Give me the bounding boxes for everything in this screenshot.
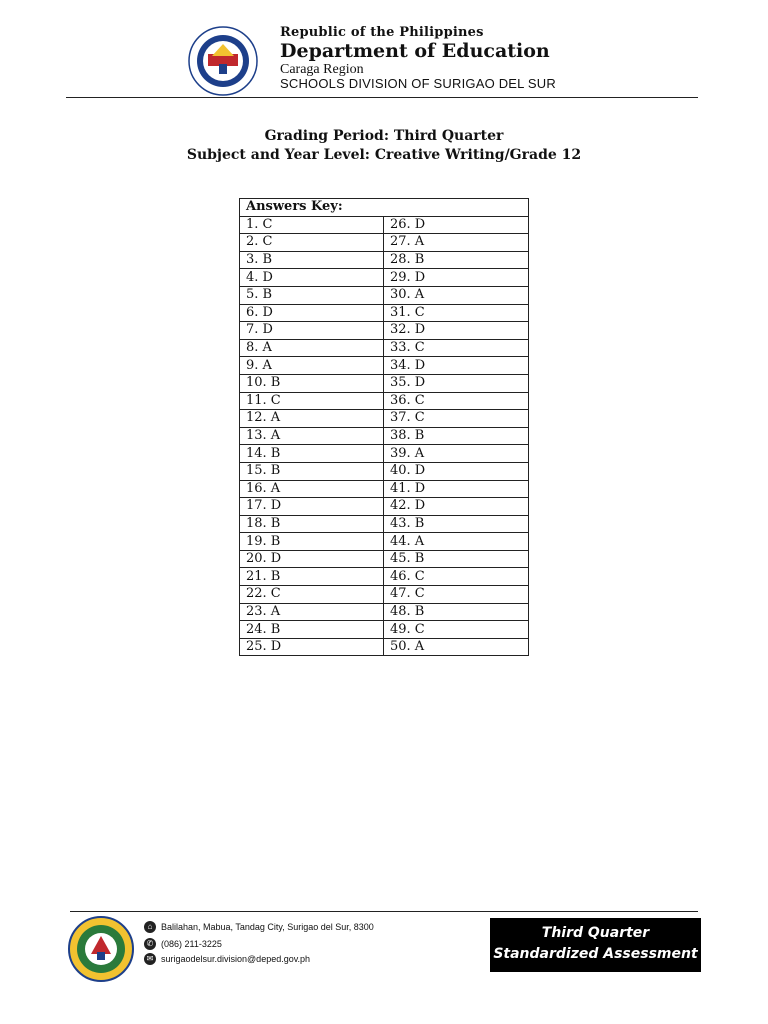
address-text: Balilahan, Mabua, Tandag City, Surigao del Sur, 8300 — [161, 922, 374, 932]
footer-address — [144, 921, 374, 933]
answer-key-header: Answers Key: — [240, 199, 529, 217]
answer-cell: 21. B — [240, 568, 384, 586]
answer-cell: 16. A — [240, 480, 384, 498]
answer-row — [240, 427, 529, 445]
answer-cell: 49. C — [384, 621, 529, 639]
home-icon: ⌂ — [144, 921, 156, 933]
answer-cell: 17. D — [240, 498, 384, 516]
answer-cell: 36. C — [384, 392, 529, 410]
grading-period-title: Grading Period: Third Quarter — [264, 128, 504, 144]
answer-row — [240, 621, 529, 639]
answer-cell: 38. B — [384, 427, 529, 445]
answer-cell: 50. A — [384, 638, 529, 656]
answer-row — [240, 392, 529, 410]
answer-cell: 43. B — [384, 515, 529, 533]
answer-row — [240, 269, 529, 287]
answer-row — [240, 480, 529, 498]
answer-cell: 9. A — [240, 357, 384, 375]
footer-divider — [70, 911, 698, 912]
department-heading: Department of Education — [280, 40, 550, 62]
answer-cell: 8. A — [240, 339, 384, 357]
answer-cell: 15. B — [240, 462, 384, 480]
answer-cell: 25. D — [240, 638, 384, 656]
answer-cell: 20. D — [240, 550, 384, 568]
phone-text: (086) 211-3225 — [161, 939, 222, 949]
answer-row — [240, 568, 529, 586]
answer-cell: 46. C — [384, 568, 529, 586]
region-heading: Caraga Region — [280, 62, 364, 77]
answer-key-header-row — [240, 199, 529, 217]
badge-line-2: Standardized Assessment — [493, 946, 698, 962]
answer-row — [240, 234, 529, 252]
answer-cell: 7. D — [240, 322, 384, 340]
answer-cell: 10. B — [240, 374, 384, 392]
answer-row — [240, 550, 529, 568]
email-text: surigaodelsur.division@deped.gov.ph — [161, 954, 311, 964]
answer-row — [240, 638, 529, 656]
answer-cell: 37. C — [384, 410, 529, 428]
answer-cell: 23. A — [240, 603, 384, 621]
answer-cell: 41. D — [384, 480, 529, 498]
answer-row — [240, 586, 529, 604]
answer-row — [240, 410, 529, 428]
deped-seal-logo — [188, 26, 258, 96]
answer-row — [240, 533, 529, 551]
assessment-badge — [490, 918, 701, 972]
answer-cell: 19. B — [240, 533, 384, 551]
answer-key-table — [239, 198, 529, 656]
email-icon: ✉ — [144, 953, 156, 965]
answer-cell: 22. C — [240, 586, 384, 604]
answer-cell: 5. B — [240, 286, 384, 304]
answer-cell: 29. D — [384, 269, 529, 287]
answer-cell: 12. A — [240, 410, 384, 428]
answer-row — [240, 374, 529, 392]
answer-cell: 1. C — [240, 216, 384, 234]
answer-row — [240, 339, 529, 357]
answer-row — [240, 498, 529, 516]
republic-heading: Republic of the Philippines — [280, 25, 484, 40]
subject-title: Subject and Year Level: Creative Writing/Grade 12 — [186, 147, 582, 163]
answer-row — [240, 304, 529, 322]
answer-cell: 4. D — [240, 269, 384, 287]
division-heading: SCHOOLS DIVISION OF SURIGAO DEL SUR — [280, 76, 556, 91]
answer-cell: 45. B — [384, 550, 529, 568]
answer-cell: 24. B — [240, 621, 384, 639]
answer-cell: 39. A — [384, 445, 529, 463]
badge-line-1: Third Quarter — [541, 925, 650, 941]
answer-cell: 47. C — [384, 586, 529, 604]
answer-cell: 6. D — [240, 304, 384, 322]
answer-row — [240, 216, 529, 234]
footer-phone — [144, 938, 222, 950]
answer-row — [240, 462, 529, 480]
answer-row — [240, 603, 529, 621]
answer-cell: 2. C — [240, 234, 384, 252]
answer-row — [240, 286, 529, 304]
answer-cell: 31. C — [384, 304, 529, 322]
answer-cell: 48. B — [384, 603, 529, 621]
answer-cell: 34. D — [384, 357, 529, 375]
answer-cell: 18. B — [240, 515, 384, 533]
answer-cell: 44. A — [384, 533, 529, 551]
answer-row — [240, 515, 529, 533]
answer-cell: 11. C — [240, 392, 384, 410]
answer-row — [240, 357, 529, 375]
answer-cell: 27. A — [384, 234, 529, 252]
answer-cell: 26. D — [384, 216, 529, 234]
header-divider — [66, 97, 698, 98]
answer-cell: 35. D — [384, 374, 529, 392]
answer-cell: 42. D — [384, 498, 529, 516]
footer-email — [144, 953, 310, 965]
answer-cell: 30. A — [384, 286, 529, 304]
answer-row — [240, 251, 529, 269]
answer-cell: 14. B — [240, 445, 384, 463]
answer-cell: 3. B — [240, 251, 384, 269]
division-seal-logo — [68, 916, 134, 982]
answer-row — [240, 322, 529, 340]
answer-cell: 13. A — [240, 427, 384, 445]
answer-cell: 32. D — [384, 322, 529, 340]
answer-cell: 33. C — [384, 339, 529, 357]
phone-icon: ✆ — [144, 938, 156, 950]
answer-cell: 28. B — [384, 251, 529, 269]
answer-row — [240, 445, 529, 463]
answer-cell: 40. D — [384, 462, 529, 480]
